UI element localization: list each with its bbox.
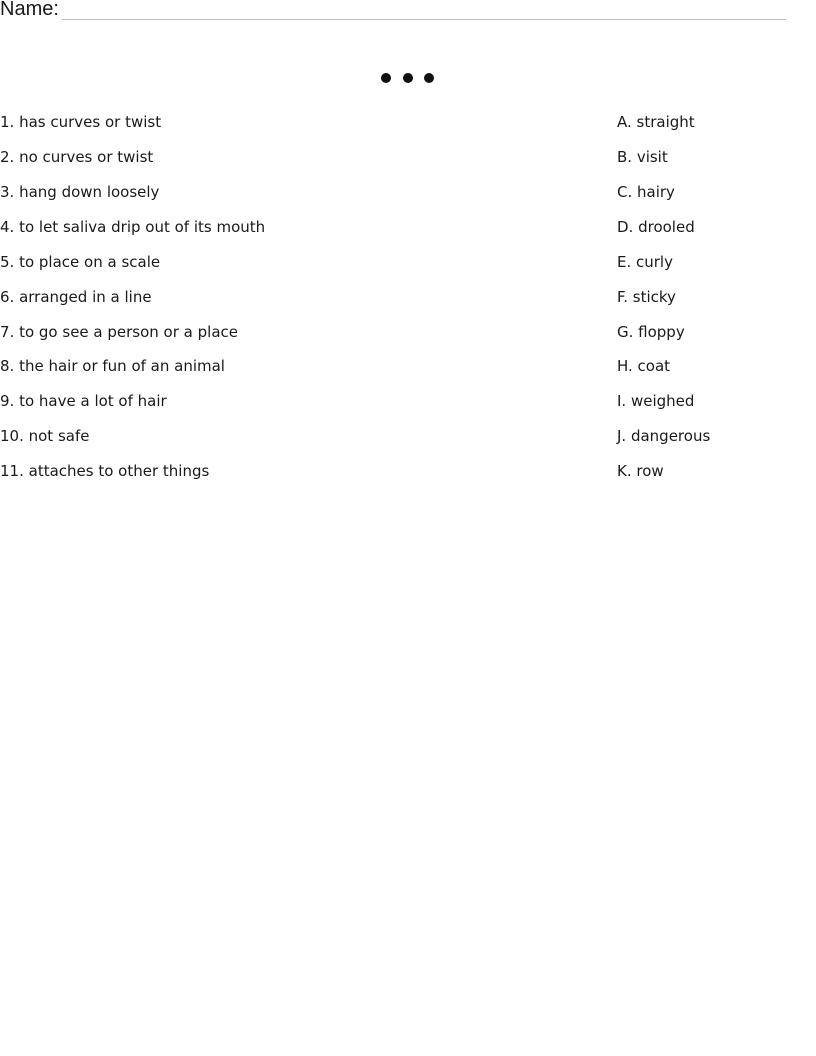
clue-item: 6. arranged in a line bbox=[0, 288, 152, 306]
matching-row bbox=[0, 390, 816, 412]
clue-item: 5. to place on a scale bbox=[0, 253, 161, 271]
clue-item: 9. to have a lot of hair bbox=[0, 392, 167, 410]
divider-dot bbox=[381, 73, 391, 83]
answer-item: B. visit bbox=[617, 148, 668, 166]
matching-row bbox=[0, 460, 816, 482]
answer-item: H. coat bbox=[617, 357, 671, 375]
matching-row bbox=[0, 425, 816, 447]
answer-item: D. drooled bbox=[617, 218, 695, 236]
answer-item: G. floppy bbox=[617, 323, 685, 341]
matching-row bbox=[0, 355, 816, 377]
matching-row bbox=[0, 146, 816, 168]
answer-item: A. straight bbox=[617, 113, 695, 131]
clue-item: 1. has curves or twist bbox=[0, 113, 162, 131]
matching-row bbox=[0, 181, 816, 203]
divider-dot bbox=[424, 73, 434, 83]
matching-row bbox=[0, 286, 816, 308]
clue-item: 11. attaches to other things bbox=[0, 462, 210, 480]
answer-item: F. sticky bbox=[617, 288, 676, 306]
matching-row bbox=[0, 216, 816, 238]
name-row bbox=[0, 0, 790, 21]
matching-row bbox=[0, 321, 816, 343]
name-blank-line[interactable] bbox=[62, 19, 786, 20]
answer-item: E. curly bbox=[617, 253, 673, 271]
clue-item: 10. not safe bbox=[0, 427, 90, 445]
answer-item: C. hairy bbox=[617, 183, 675, 201]
clue-item: 2. no curves or twist bbox=[0, 148, 154, 166]
clue-item: 4. to let saliva drip out of its mouth bbox=[0, 218, 266, 236]
name-label: Name: bbox=[0, 0, 59, 20]
matching-row bbox=[0, 111, 816, 133]
answer-item: I. weighed bbox=[617, 392, 695, 410]
clue-item: 7. to go see a person or a place bbox=[0, 323, 238, 341]
clue-item: 3. hang down loosely bbox=[0, 183, 160, 201]
section-divider-dots bbox=[378, 73, 438, 85]
clue-item: 8. the hair or fun of an animal bbox=[0, 357, 225, 375]
answer-item: K. row bbox=[617, 462, 664, 480]
answer-item: J. dangerous bbox=[617, 427, 711, 445]
matching-row bbox=[0, 251, 816, 273]
divider-dot bbox=[403, 73, 413, 83]
